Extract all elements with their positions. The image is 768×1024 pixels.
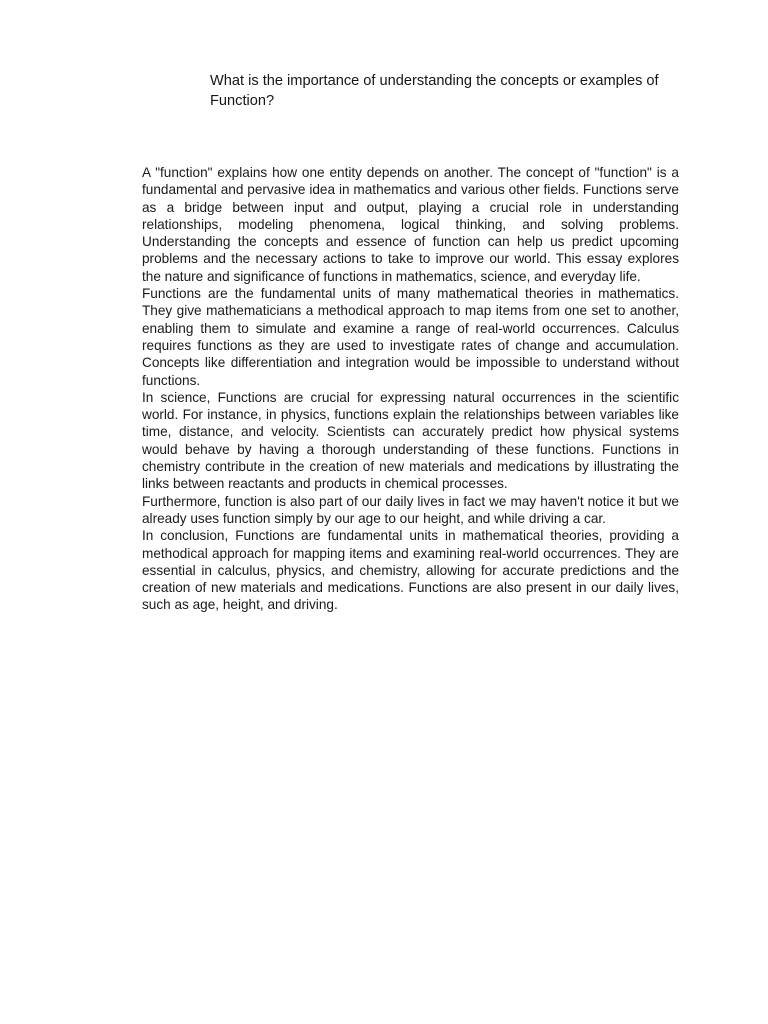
essay-body xyxy=(142,164,679,614)
paragraph-science: In science, Functions are crucial for expressing natural occurrences in the scientific world. For instance, in physics, functions explain the relationships between variables like time, distance, and velocity. Scientists can accurately predict how physical systems would behave by having a thorough understanding of these functions. Functions in chemistry contribute in the creation of new materials and medications by illustrating the links between reactants and products in chemical processes. xyxy=(142,389,679,492)
question-heading: What is the importance of understanding the concepts or examples of Function? xyxy=(210,73,659,109)
paragraph-daily-life: Furthermore, function is also part of our daily lives in fact we may haven't notice it but we already uses function simply by our age to our height, and while driving a car. xyxy=(142,493,679,526)
paragraph-mathematics: Functions are the fundamental units of many mathematical theories in mathematics. They give mathematicians a methodical approach to map items from one set to another, enabling them to simulate and examine a range of real-world occurrences. Calculus requires functions as they are used to investigate rates of change and accumulation. Concepts like differentiation and integration would be impossible to understand without functions. xyxy=(142,286,679,388)
paragraph-conclusion: In conclusion, Functions are fundamental units in mathematical theories, providing a methodical approach for mapping items and examining real-world occurrences. They are essential in calculus, physics, and chemistry, allowing for accurate predictions and the creation of new materials and medications. Functions are also present in our daily lives, such as age, height, and driving. xyxy=(142,528,679,613)
paragraph-introduction: A "function" explains how one entity depends on another. The concept of "function" is a fundamental and pervasive idea in mathematics and various other fields. Functions serve as a bridge between input and output, playing a crucial role in understanding relationships, modeling phenomena, logical thinking, and solving problems. Understanding the concepts and essence of function can help us predict upcoming problems and the necessary actions to take to improve our world. This essay explores the nature and significance of functions in mathematics, science, and everyday life. xyxy=(142,165,679,284)
